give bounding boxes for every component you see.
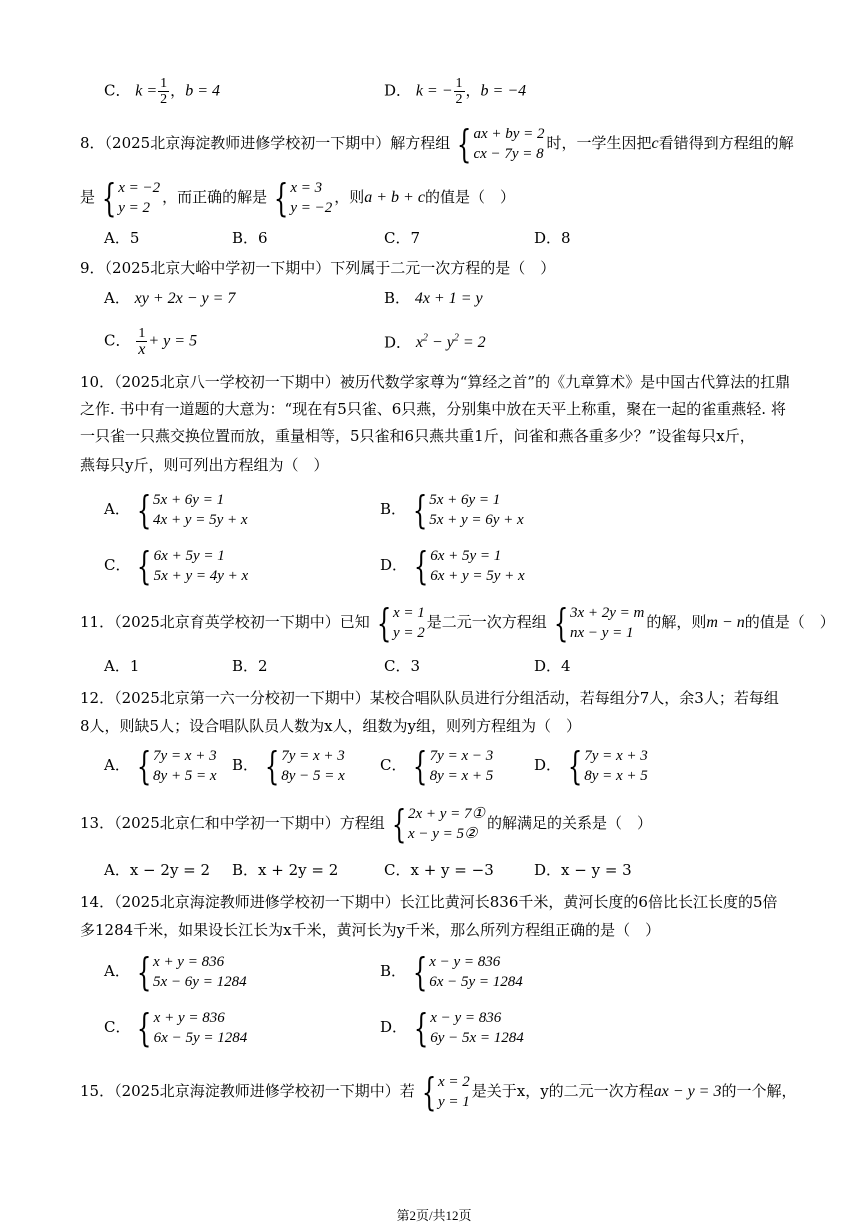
q9-option-a: A． xy + 2x − y = 7 <box>104 289 236 307</box>
q14-option-a: A． { x + y = 836 5x − 6y = 1284 <box>104 950 247 994</box>
q12-option-d: D． { 7y = x + 3 8y = x + 5 <box>534 744 648 788</box>
q14-line1: 14．（2025北京海淀教师进修学校初一下期中）长江比黄河长836千米，黄河长度的6倍比长江长度的5倍 <box>80 893 778 911</box>
q10-option-a: A． { 5x + 6y = 1 4x + y = 5y + x <box>104 488 248 532</box>
q12-option-b: B． { 7y = x + 3 8y − 5 = x <box>232 744 345 788</box>
q11-option-a: A．1 <box>104 657 140 675</box>
q10-option-c: C． { 6x + 5y = 1 5x + y = 4y + x <box>104 544 249 588</box>
q14-option-c: C． { x + y = 836 6x − 5y = 1284 <box>104 1006 248 1050</box>
q14-line2: 多1284千米，如果设长江长为x千米，黄河长为y千米，那么所列方程组正确的是（ ） <box>80 921 661 939</box>
q12-option-a: A． { 7y = x + 3 8y + 5 = x <box>104 744 217 788</box>
page-footer: 第2页/共12页 <box>396 1208 472 1223</box>
q8-option-d: D．8 <box>534 229 571 247</box>
q8-option-c: C．7 <box>384 229 421 247</box>
q11-option-d: D．4 <box>534 657 571 675</box>
q13-option-c: C．x + y = −3 <box>384 861 494 879</box>
q8-system: { ax + by = 2 cx − 7y = 8 <box>457 122 545 166</box>
prev-option-c: C． k = $\frac{1}{2}$ ，b = 4 <box>104 76 220 107</box>
q10-option-d: D． { 6x + 5y = 1 6x + y = 5y + x <box>380 544 525 588</box>
q8-option-b: B．6 <box>232 229 268 247</box>
q10-line2: 之作. 书中有一道题的大意为：“现在有5只雀、6只燕，分别集中放在天平上称重，聚在一起的雀重燕轻. 将 <box>80 400 786 418</box>
q10-line1: 10．（2025北京八一学校初一下期中）被历代数学家尊为“算经之首”的《九章算术》是中国古代算法的扛鼎 <box>80 373 791 391</box>
q12-line2: 8人，则缺5人；设合唱队队员人数为x人，组数为y组，则列方程组为（ ） <box>80 717 582 735</box>
q12-line1: 12．（2025北京第一六一分校初一下期中）某校合唱队队员进行分组活动，若每组分7人，余3人；若每组 <box>80 689 779 707</box>
q14-option-b: B． { x − y = 836 6x − 5y = 1284 <box>380 950 523 994</box>
q10-option-b: B． { 5x + 6y = 1 5x + y = 6y + x <box>380 488 524 532</box>
q12-option-c: C． { 7y = x − 3 8y = x + 5 <box>380 744 494 788</box>
q11-stem: 11．（2025北京育英学校初一下期中）已知 { x = 1 y = 2 是二元一次方程组 { 3x + 2y = m nx − y = 1 的解，则m − n的值是（ ） <box>80 601 835 645</box>
q9-option-d: D． $x^2 - y^2 = 2$ <box>384 333 486 352</box>
q13-option-b: B．x + 2y = 2 <box>232 861 339 879</box>
q9-stem: 9．（2025北京大峪中学初一下期中）下列属于二元一次方程的是（ ） <box>80 259 556 277</box>
q14-option-d: D． { x − y = 836 6y − 5x = 1284 <box>380 1006 524 1050</box>
q8-stem-line2: 是 { x = −2 y = 2 ，而正确的解是 { x = 3 y = −2 ，则a + b + c的值是（ ） <box>80 176 515 220</box>
q10-line4: 燕每只y斤，则可列出方程组为（ ） <box>80 456 329 474</box>
q8-option-a: A．5 <box>104 229 140 247</box>
q8-stem: 8．（2025北京海淀教师进修学校初一下期中）解方程组 { ax + by = 2 cx − 7y = 8 时，一学生因把c看错得到方程组的解 <box>80 122 794 166</box>
q11-option-b: B．2 <box>232 657 268 675</box>
q10-line3: 一只雀一只燕交换位置而放，重量相等，5只雀和6只燕共重1斤，问雀和燕各重多少？”设雀每只x斤， <box>80 427 755 445</box>
q15-stem: 15．（2025北京海淀教师进修学校初一下期中）若 { x = 2 y = 1 是关于x，y的二元一次方程ax − y = 3的一个解， <box>80 1070 797 1114</box>
q11-option-c: C．3 <box>384 657 421 675</box>
prev-option-d: D． k = − $\frac{1}{2}$ ，b = −4 <box>384 76 527 107</box>
q13-option-a: A．x − 2y = 2 <box>104 861 211 879</box>
q13-option-d: D．x − y = 3 <box>534 861 632 879</box>
q9-option-b: B． 4x + 1 = y <box>384 289 483 307</box>
q9-option-c: C． $\frac{1}{x}$ + y = 5 <box>104 326 198 358</box>
q13-stem: 13．（2025北京仁和中学初一下期中）方程组 { 2x + y = 7① x − y = 5② 的解满足的关系是（ ） <box>80 802 652 846</box>
